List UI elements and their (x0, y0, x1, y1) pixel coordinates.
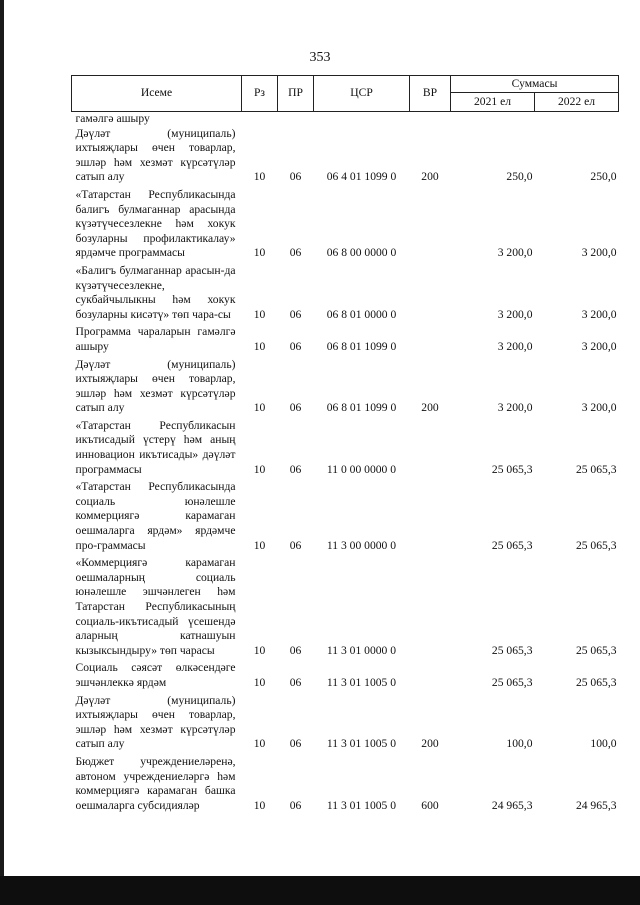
row-name: «Коммерциягә карамаган оешмаларның социаль юнәлешле эшчәнлеген һәм Татарстан Республикасының социаль-икътисадый үсешендә аларның катнашуын кызыксындыру» төп чарасы (75, 556, 236, 657)
col-header-rz: Рз (242, 76, 278, 112)
row-rz: 10 (253, 401, 266, 415)
row-vr (410, 556, 451, 661)
row-pr (278, 112, 314, 127)
col-header-name: Исеме (72, 76, 242, 112)
row-csr: 06 8 00 0000 0 (326, 246, 397, 260)
row-csr: 11 3 01 1005 0 (326, 737, 397, 751)
row-vr (410, 325, 451, 357)
table-row (72, 264, 619, 325)
row-pr: 06 (289, 462, 302, 476)
col-header-pr: ПР (278, 76, 314, 112)
row-name: «Балигъ булмаганнар арасын-да күзәтүчесезлекне, сукбайчылыкны һәм хокук бозуларны кисәтү» төп чара-сы (75, 263, 236, 321)
row-pr: 06 (289, 643, 302, 657)
row-pr: 06 (289, 246, 302, 260)
row-amount-2022: 3 200,0 (581, 339, 617, 353)
row-amount-2022: 100,0 (590, 737, 617, 751)
col-header-vr: ВР (410, 76, 451, 112)
row-name: Программа чараларын гамәлгә ашыру (75, 325, 236, 353)
row-rz: 10 (253, 307, 266, 321)
row-rz (242, 112, 278, 127)
row-csr (314, 112, 410, 127)
scan-left-edge (0, 0, 4, 876)
row-csr: 11 3 00 0000 0 (326, 538, 397, 552)
row-amount-2022: 25 065,3 (575, 538, 617, 552)
row-vr (410, 661, 451, 693)
row-amount-2021: 25 065,3 (491, 538, 533, 552)
budget-table (71, 75, 619, 816)
row-rz: 10 (253, 798, 266, 812)
row-rz: 10 (253, 737, 266, 751)
row-amount-2021: 24 965,3 (491, 798, 533, 812)
row-pr: 06 (289, 675, 302, 689)
row-csr: 11 3 01 0000 0 (326, 643, 397, 657)
table-row (72, 112, 619, 127)
row-name: гамәлгә ашыру (75, 112, 150, 125)
table-row (72, 419, 619, 480)
row-rz: 10 (253, 675, 266, 689)
row-name: Дәүләт (муниципаль) ихтыяҗлары өчен товарлар, эшләр һәм хезмәт күрсәтүләр сатып алу (75, 126, 236, 184)
row-vr (410, 264, 451, 325)
row-amount-2021: 25 065,3 (491, 462, 533, 476)
row-rz: 10 (253, 339, 266, 353)
row-csr: 06 8 01 0000 0 (326, 307, 397, 321)
table-row (72, 358, 619, 419)
row-pr: 06 (289, 737, 302, 751)
row-amount-2021: 3 200,0 (497, 401, 533, 415)
row-amount-2021: 3 200,0 (497, 246, 533, 260)
scan-bottom-edge (0, 876, 640, 905)
row-rz: 10 (253, 643, 266, 657)
row-amount-2022: 3 200,0 (581, 307, 617, 321)
row-csr: 11 3 01 1005 0 (326, 675, 397, 689)
row-vr (410, 188, 451, 264)
row-rz: 10 (253, 170, 266, 184)
table-row (72, 661, 619, 693)
row-vr: 200 (421, 737, 439, 751)
table-row (72, 480, 619, 556)
table-row (72, 188, 619, 264)
row-vr (410, 112, 451, 127)
row-vr: 200 (421, 401, 439, 415)
row-rz: 10 (253, 538, 266, 552)
row-amount-2021: 250,0 (506, 170, 533, 184)
row-csr: 06 8 01 1099 0 (326, 401, 397, 415)
row-amount-2021: 25 065,3 (491, 643, 533, 657)
row-amount-2021: 100,0 (506, 737, 533, 751)
row-pr: 06 (289, 170, 302, 184)
col-header-csr: ЦСР (314, 76, 410, 112)
row-name: Дәүләт (муниципаль) ихтыяҗлары өчен товарлар, эшләр һәм хезмәт күрсәтүләр сатып алу (75, 693, 236, 751)
col-header-2022: 2022 ел (535, 93, 619, 112)
row-amount-2022: 25 065,3 (575, 462, 617, 476)
row-amount-2022: 24 965,3 (575, 798, 617, 812)
table-row (72, 325, 619, 357)
row-csr: 06 4 01 1099 0 (326, 170, 397, 184)
row-amount-2022: 250,0 (590, 170, 617, 184)
row-vr: 600 (421, 798, 439, 812)
row-name: Социаль сәясәт өлкәсендәге эшчәнлеккә ярдәм (75, 661, 236, 689)
row-amount-2022 (535, 112, 619, 127)
row-name: «Татарстан Республикасында балигъ булмаганнар арасында күзәтүчесезлекне һәм хокук бозуларны профилактикалау» ярдәмче программасы (75, 187, 236, 260)
row-name: «Татарстан Республикасын икътисадый үстерү һәм аның инновацион икътисады» дәүләт программасы (75, 418, 236, 476)
row-csr: 11 0 00 0000 0 (326, 462, 397, 476)
row-vr: 200 (421, 170, 439, 184)
row-amount-2022: 25 065,3 (575, 643, 617, 657)
row-amount-2021 (451, 112, 535, 127)
row-amount-2022: 3 200,0 (581, 246, 617, 260)
table-row (72, 755, 619, 816)
row-pr: 06 (289, 401, 302, 415)
col-header-2021: 2021 ел (451, 93, 535, 112)
table-row (72, 127, 619, 188)
table-row (72, 694, 619, 755)
row-name: Дәүләт (муниципаль) ихтыяҗлары өчен товарлар, эшләр һәм хезмәт күрсәтүләр сатып алу (75, 357, 236, 415)
row-name: Бюджет учреждениеләренә, автоном учреждениеләргә һәм коммерциягә карамаган башка оешмаларга субсидияләр (75, 754, 236, 812)
row-amount-2021: 3 200,0 (497, 307, 533, 321)
page-number: 353 (309, 50, 331, 65)
row-amount-2022: 3 200,0 (581, 401, 617, 415)
row-csr: 11 3 01 1005 0 (326, 798, 397, 812)
row-amount-2021: 3 200,0 (497, 339, 533, 353)
row-vr (410, 480, 451, 556)
row-pr: 06 (289, 339, 302, 353)
table-row (72, 556, 619, 661)
row-pr: 06 (289, 538, 302, 552)
row-name: «Татарстан Республикасында социаль юнәлешле коммерциягә карамаган оешмаларга ярдәм» ярдәмче про-граммасы (75, 480, 236, 552)
row-pr: 06 (289, 798, 302, 812)
row-pr: 06 (289, 307, 302, 321)
col-header-amounts: Суммасы (451, 76, 619, 93)
table-body (72, 112, 619, 817)
table-header (72, 76, 619, 112)
row-rz: 10 (253, 246, 266, 260)
row-csr: 06 8 01 1099 0 (326, 339, 397, 353)
row-vr (410, 419, 451, 480)
row-amount-2021: 25 065,3 (491, 675, 533, 689)
row-rz: 10 (253, 462, 266, 476)
row-amount-2022: 25 065,3 (575, 675, 617, 689)
